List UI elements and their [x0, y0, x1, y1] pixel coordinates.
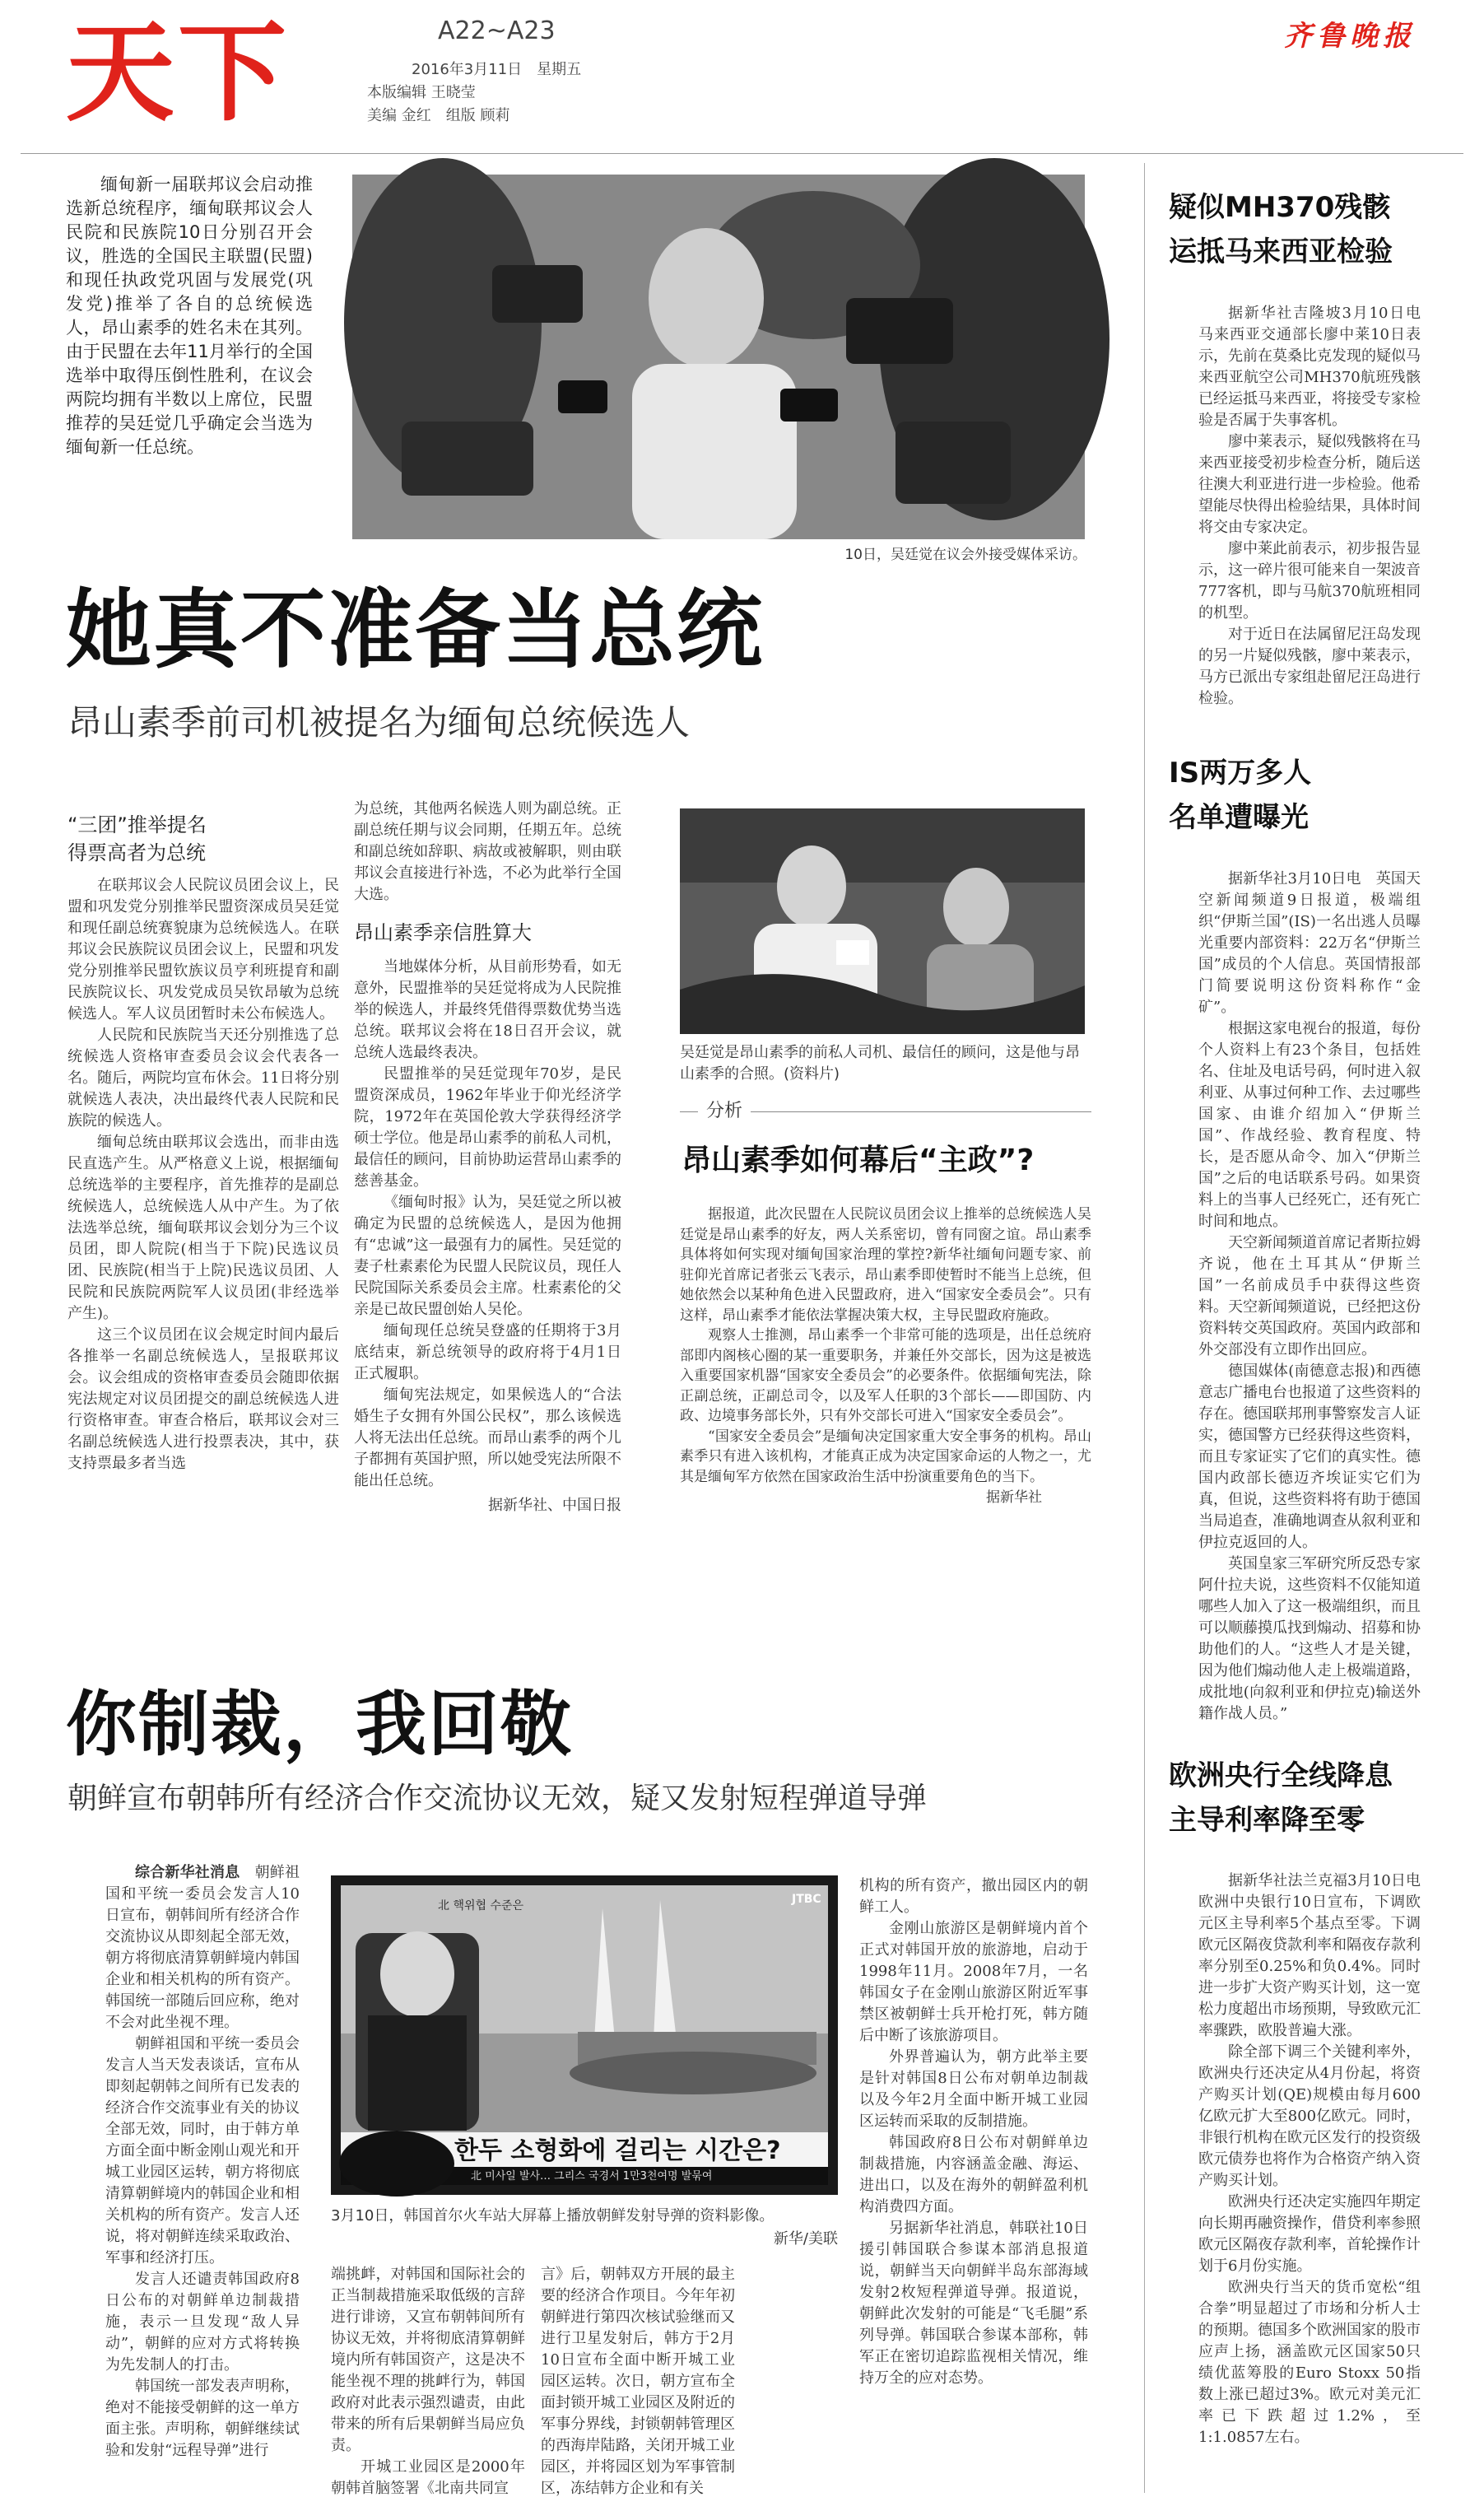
- col1-para: 人民院和民族院当天还分别推选了总统候选人资格审查委员会议会代表各一名。随后，两院均宣布休会。11日将分别就候选人表决，决出最终代表人民院和民族院的候选人。: [67, 1027, 339, 1130]
- col2-para: 缅甸宪法规定，如果候选人的“合法婚生子女拥有外国公民权”，那么该候选人将无法出任总统。而昂山素季的两个儿子都拥有英国护照，所以她受宪法所限不能出任总统。: [354, 1386, 621, 1489]
- analysis-para: 观察人士推测，昂山素季一个非常可能的选项是，出任总统府部即内阁核心圈的某一重要职务，并兼任外交部长，因为这是被选入重要国家机器“国家安全委员会”的必要条件。依据缅甸宪法，除正副总统，正副总司令，以及军人任职的3个部长——即国防、内政、边境事务部长外，只有外交部长可进入“国家安全委员会”。: [680, 1327, 1091, 1424]
- myanmar-lead-text: 缅甸新一届联邦议会启动推选新总统程序，缅甸联邦议会人民院和民族院10日分别召开会议，胜选的全国民主联盟(民盟)和现任执政党巩固与发展党(巩发党)推举了各自的总统候选人，昂山素季的姓名未在其列。由于民盟在去年11月举行的全国选举中取得压倒性胜利，在议会两院均拥有半数以上席位，民盟推荐的吴廷觉几乎确定会当选为缅甸新一任总统。: [66, 175, 313, 457]
- myanmar-headline: 她真不准备当总统: [66, 580, 765, 680]
- myanmar-lead: [66, 173, 313, 535]
- korea-col4-para: 机构的所有资产，撤出园区内的朝鲜工人。: [859, 1877, 1088, 1916]
- korea-lead: 综合新华社消息 朝鲜祖国和平统一委员会发言人10日宣布，朝韩间所有经济合作交流协议从即刻起全部无效，朝方将彻底清算朝鲜境内韩国企业和相关机构的所有资产。韩国统一部随后回应称，绝对不会对此坐视不理。: [105, 1864, 300, 2031]
- korea-col1-para: 发言人还谴责韩国政府8日公布的对朝鲜单边制裁措施，表示一旦发现“敌人异动”，朝鲜的应对方式将转换为先发制人的打击。: [105, 2271, 300, 2374]
- is-para: 英国皇家三军研究所反恐专家阿什拉夫说，这些资料不仅能知道哪些人加入了这一极端组织，而且可以顺藤摸瓜找到煽动、招募和协助他们的人。“这些人才是关键，因为他们煽动他人走上极端道路，成批地(向叙利亚和伊拉克)输送外籍作战人员。”: [1198, 1555, 1421, 1722]
- korea-col2-para: 开城工业园区是2000年朝韩首脑签署《北南共同宣: [331, 2458, 525, 2497]
- col1-para: 这三个议员团在议会规定时间内最后各推举一名副总统候选人，呈报联邦议会。议会组成的资格审查委员会随即依据宪法规定对议员团提交的副总统候选人进行资格审查。审查合格后，联邦议会对三名副总统候选人进行投票表决，其中，获支持票最多者当选: [67, 1326, 339, 1472]
- korea-col2-para: 端挑衅，对韩国和国际社会的正当制裁措施采取低级的言辞进行诽谤，又宣布朝韩间所有协议无效，并将彻底清算朝鲜境内所有韩国资产，这是决不能坐视不理的挑衅行为，韩国政府对此表示强烈谴责，由此带来的所有后果朝鲜当局应负责。: [331, 2266, 525, 2454]
- myanmar-deck: 昂山素季前司机被提名为缅甸总统候选人: [67, 702, 691, 743]
- sub-head-2: 昂山素季亲信胜算大: [354, 921, 532, 944]
- analysis-para: “国家安全委员会”是缅甸决定国家重大安全事务的机构。昂山素季只有进入该机构，才能真正成为决定国家命运的人物之一，尤其是缅甸军方依然在国家政治生活中扮演重要角色的当下。: [680, 1428, 1091, 1485]
- ecb-para: 据新华社法兰克福3月10日电 欧洲中央银行10日宣布，下调欧元区主导利率5个基点至零。下调欧元区隔夜贷款利率和隔夜存款利率分别至0.25%和负0.4%。同时进一步扩大资产购买计划，这一宽松力度超出市场预期，导致欧元汇率骤跌，欧股普遍大涨。: [1198, 1872, 1435, 2039]
- editor-line: 本版编辑 王晓莹: [367, 84, 476, 101]
- photo-kyaw-suukyi: [680, 808, 1085, 1034]
- col2-credit: 据新华社、中国日报: [488, 1497, 621, 1514]
- sidebar-divider: [1144, 163, 1145, 2493]
- is-headline: IS两万多人 名单遭曝光: [1169, 757, 1312, 834]
- section-title: 天下: [66, 10, 290, 137]
- col2-para: 民盟推举的吴廷觉现年70岁，是民盟资深成员，1962年毕业于仰光经济学院，1972年在英国伦敦大学获得经济学硕士学位。他是昂山素季的前私人司机，最信任的顾问，目前协助运营昂山素季的慈善基金。: [354, 1065, 621, 1190]
- is-para: 根据这家电视台的报道，每份个人资料上有23个条目，包括姓名、住址及电话号码，何时进入叙利亚、从事过何种工作、去过哪些国家、由谁介绍加入“伊斯兰国”、作战经验、教育程度、特长，是否愿从命令、加入“伊斯兰国”之后的电话联系号码。如果资料上的当事人已经死亡，还有死亡时间和地点。: [1198, 1020, 1421, 1230]
- mh370-para: 对于近日在法属留尼汪岛发现的另一片疑似残骸，廖中莱表示，马方已派出专家组赴留尼汪岛进行检验。: [1198, 626, 1421, 707]
- korea-col1-para: 朝鲜祖国和平统一委员会发言人当天发表谈话，宣布从即刻起朝韩之间所有已发表的经济合作交流事业有关的协议全部无效，同时，由于韩方单方面全面中断金刚山观光和开城工业园区运转，朝方将彻底清算朝鲜境内的韩国企业和相关机构的所有资产。发言人还说，将对朝鲜连续采取政治、军事和经济打压。: [105, 2035, 300, 2266]
- korea-col4-para: 外界普遍认为，朝方此举主要是针对韩国8日公布对朝单边制裁以及今年2月全面中断开城工业园区运转而采取的反制措施。: [859, 2048, 1088, 2130]
- page-numbers: A22~A23: [438, 16, 556, 45]
- col1-para: 缅甸总统由联邦议会选出，而非由选民直选产生。从严格意义上说，根据缅甸总统选举的主要程序，首先推荐的是副总统候选人，总统候选人从中产生。为了依法选举总统，缅甸联邦议会划分为三个议员团，即人院院(相当于下院)民选议员团、民族院(相当于上院)民选议员团、人民院和民族院两院军人议员团(非经选举产生)。: [67, 1134, 339, 1322]
- col2-para-1: 为总统，其他两名候选人则为副总统。正副总统任期与议会同期，任期五年。总统和副总统如辞职、病故或被解职，则由联邦议会直接进行补选，不必为此举行全国大选。: [354, 800, 621, 903]
- analysis-box: [680, 1099, 1091, 1610]
- korea-col4-para: 另据新华社消息，韩联社10日援引韩国联合参谋本部消息报道说，朝鲜当天向朝鲜半岛东部海域发射2枚短程弹道导弹。报道说，朝鲜此次发射的可能是“飞毛腿”系列导弹。韩国联合参谋本部称，韩军正在密切追踪监视相关情况，维持万全的应对态势。: [859, 2220, 1088, 2387]
- is-para: 据新华社3月10日电 英国天空新闻频道9日报道，极端组织“伊斯兰国”(IS)一名出逃人员曝光重要内部资料：22万名“伊斯兰国”成员的个人信息。英国情报部门简要说明这份资料称作“金矿”。: [1198, 870, 1421, 1016]
- korea-col3-para: 言》后，朝韩双方开展的最主要的经济合作项目。今年年初朝鲜进行第四次核试验继而又进行卫星发射后，韩方于2月10日宣布全面中断开城工业园区运转。次日，朝方宣布全面封锁开城工业园区及附近的军事分界线，封锁朝韩管理区的西海岸陆路，关闭开城工业园区，并将园区划为军事管制区，冻结韩方企业和有关: [541, 2266, 735, 2497]
- mh370-headline: 疑似MH370残骸 运抵马来西亚检验: [1169, 191, 1393, 268]
- col2-para: 《缅甸时报》认为，吴廷觉之所以被确定为民盟的总统候选人，是因为他拥有“忠诚”这一最强有力的属性。吴廷觉的妻子杜素素伦为民盟人民院议员，现任人民院国际关系委员会主席。杜素素伦的父亲是已故民盟创始人吴伦。: [354, 1194, 621, 1318]
- korea-col4: [859, 1875, 1088, 2495]
- myanmar-col2: [354, 799, 621, 1614]
- photo-kyaw-media: [352, 175, 1085, 539]
- ecb-para: 欧洲央行当天的货币宽松“组合拳”明显超过了市场和分析人士的预期。德国多个欧洲国家的股市应声上扬，涵盖欧元区国家50只绩优蓝筹股的Euro Stoxx 50指数上涨已超过3%。欧元对美元汇率已下跌超过1.2%，至1:1.0857左右。: [1198, 2279, 1421, 2446]
- korea-col1: [105, 1862, 300, 2496]
- date-line: 2016年3月11日 星期五: [412, 61, 582, 78]
- is-body: [1198, 869, 1421, 1722]
- col2-para: 当地媒体分析，从目前形势看，如无意外，民盟推举的吴廷觉将成为人民院推举的候选人，并最终凭借得票数优势当选总统。联邦议会将在18日召开会议，就总统人选最终表决。: [354, 958, 621, 1061]
- korea-col2: [331, 2264, 525, 2495]
- ecb-para: 欧洲央行还决定实施四年期定向长期再融资操作，借贷利率参照欧元区隔夜存款利率，首轮操作计划于6月份实施。: [1198, 2193, 1421, 2275]
- korea-col4-para: 韩国政府8日公布对朝鲜单边制裁措施，内容涵盖金融、海运、进出口，以及在海外的朝鲜盈利机构消费四方面。: [859, 2134, 1088, 2215]
- photo2-caption: 吴廷觉是昂山素季的前私人司机、最信任的顾问，这是他与昂山素季的合照。(资料片): [680, 1044, 1080, 1083]
- archive-photo-image: [680, 808, 1085, 1034]
- korea-deck: 朝鲜宣布朝韩所有经济合作交流协议无效，疑又发射短程弹道导弹: [67, 1782, 928, 1815]
- masthead: [0, 0, 1484, 156]
- analysis-headline: 昂山素季如何幕后“主政”?: [682, 1144, 1035, 1177]
- paper-logo: 齐鲁晚报: [1284, 20, 1416, 53]
- korea-col4-para: 金刚山旅游区是朝鲜境内首个正式对韩国开放的旅游地，启动于1998年11月。2008年7月，一名韩国女子在金刚山旅游区附近军事禁区被朝鲜士兵开枪打死，韩方随后中断了该旅游项目。: [859, 1920, 1088, 2044]
- ecb-headline: 欧洲央行全线降息 主导利率降至零: [1169, 1759, 1393, 1837]
- mh370-para: 据新华社吉隆坡3月10日电 马来西亚交通部长廖中莱10日表示，先前在莫桑比克发现的疑似马来西亚航空公司MH370航班残骸已经运抵马来西亚，将接受专家检验是否属于失事客机。: [1198, 305, 1435, 429]
- is-para: 德国媒体(南德意志报)和西德意志广播电台也报道了这些资料的存在。德国联邦刑事警察发言人证实，德国警方已经获得这些资料，而且专家证实了它们的真实性。德国内政部长德迈齐埃证实它们为真，但说，这些资料将有助于德国当局追查，准确地调查从叙利亚和伊拉克返回的人。: [1198, 1363, 1421, 1551]
- photo-tv-screen: [331, 1875, 838, 2195]
- press-crowd-image: [352, 175, 1085, 539]
- design-line: 美编 金红 组版 顾莉: [367, 107, 510, 124]
- mh370-para: 廖中莱表示，疑似残骸将在马来西亚接受初步检查分析，随后送往澳大利亚进行进一步检验。他希望能尽快得出检验结果，具体时间将交由专家决定。: [1198, 433, 1421, 536]
- col2-para: 缅甸现任总统吴登盛的任期将于3月底结束，新总统领导的政府将于4月1日正式履职。: [354, 1322, 621, 1382]
- ecb-body: [1198, 1870, 1435, 2496]
- mh370-body: [1198, 303, 1435, 731]
- myanmar-col1: [67, 811, 339, 1601]
- is-para: 天空新闻频道首席记者斯拉姆齐说，他在土耳其从“伊斯兰国”一名前成员手中获得这些资料。天空新闻频道说，已经把这份资料转交英国政府。英国内政部和外交部没有立即作出回应。: [1198, 1234, 1421, 1358]
- sub-head-1: “三团”推举提名 得票高者为总统: [67, 813, 207, 864]
- tv-title: 北 핵위협 수준은: [438, 1899, 524, 1912]
- analysis-label: 分析: [698, 1099, 751, 1124]
- photo1-caption: 10日，吴廷觉在议会外接受媒体采访。: [844, 547, 1086, 563]
- ecb-para: 除全部下调三个关键利率外，欧洲央行还决定从4月份起，将资产购买计划(QE)规模由每月600亿欧元扩大至800亿欧元。同时，非银行机构在欧元区发行的投资级欧元债券也将作为合格资产纳入资产购买计划。: [1198, 2043, 1421, 2189]
- mh370-para: 廖中莱此前表示，初步报告显示，这一碎片很可能来自一架波音777客机，即与马航370航班相同的机型。: [1198, 540, 1421, 622]
- analysis-para: 据报道，此次民盟在人民院议员团会议上推举的总统候选人吴廷觉是昂山素季的好友，两人关系密切，曾有同窗之谊。昂山素季具体将如何实现对缅甸国家治理的掌控?新华社缅甸问题专家、前驻仰光首席记者张云飞表示，昂山素季即使暂时不能当上总统，但她依然会以某种角色进入民盟政府，进入“国家安全委员会”。只有这样，昂山素季才能依法掌握决策大权，主导民盟政府施政。: [680, 1206, 1091, 1324]
- analysis-credit: 据新华社: [986, 1489, 1042, 1506]
- tv-photo-credit: 新华/美联: [773, 2230, 838, 2248]
- tv-ticker: 北 미사일 발사… 그리스 국경서 1만3천여명 발묶여: [471, 2170, 713, 2183]
- tv-banner: 한두 소형화에 걸리는 시간은?: [454, 2136, 781, 2165]
- tv-photo-caption: 3月10日，韩国首尔火车站大屏幕上播放朝鲜发射导弹的资料影像。 新华/美联: [331, 2205, 838, 2251]
- korea-col3: [541, 2264, 735, 2495]
- korea-col1-para: 韩国统一部发表声明称，绝对不能接受朝鲜的这一单方面主张。声明称，朝鲜继续试验和发射“远程导弹”进行: [105, 2378, 300, 2459]
- col1-para: 在联邦议会人民院议员团会议上，民盟和巩发党分别推举民盟资深成员吴廷觉和现任副总统赛貌康为总统候选人。在联邦议会民族院议员团会议上，民盟和巩发党分别推举民盟钦族议员亨利班提育和副民族院议长、巩发党成员吴钦昂敏为总统候选人。军人议员团暂时未公布候选人。: [67, 877, 339, 1023]
- tv-logo: JTBC: [792, 1893, 821, 1906]
- korea-headline: 你制裁，我回敬: [66, 1684, 573, 1766]
- masthead-rule: [21, 153, 1463, 154]
